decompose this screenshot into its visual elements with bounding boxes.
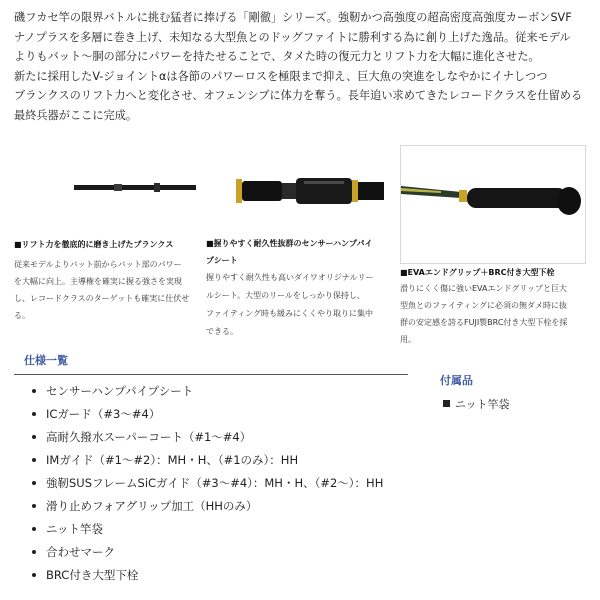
feature-line: ファイティング時も緩みにくくやり取りに集中: [206, 309, 374, 318]
feature-line: し、レコードクラスのターゲットも確実に仕伏せる。: [14, 294, 190, 320]
bullet-icon: [32, 573, 36, 577]
feature-line: できる。: [206, 327, 238, 336]
spec-item-label: 高耐久撥水スーパーコート（#1〜#4）: [46, 430, 252, 444]
bullet-icon: [32, 504, 36, 508]
blanks-photo: [14, 147, 196, 233]
bullet-icon: [32, 481, 36, 485]
intro-line: ナノプラスを多層に巻き上げ、未知なる大型魚とのドッグファイトに勝利する為に創り上げた逸品。従来モデル: [14, 30, 571, 44]
reel-seat-photo: [234, 145, 384, 234]
intro-line: 最終兵器がここに完成。: [14, 108, 138, 122]
spec-item-label: BRC付き大型下栓: [46, 568, 139, 582]
feature-description: [206, 269, 391, 341]
spec-item-label: 合わせマーク: [46, 545, 115, 559]
specs-divider: [14, 374, 408, 375]
feature-description: [14, 256, 199, 324]
spec-item: [28, 403, 383, 426]
bullet-icon: [32, 389, 36, 393]
spec-item: [28, 380, 383, 403]
spec-item: [28, 495, 383, 518]
bullet-icon: [32, 412, 36, 416]
accessory-item-label: ニット竿袋: [455, 398, 510, 411]
end-grip-photo: [400, 145, 586, 264]
spec-item-label: 強靭SUSフレームSiCガイド（#3〜#4）：MH・H、（#2〜）：HH: [46, 476, 384, 490]
spec-item-label: IMガイド（#1〜#2）：MH・H、（#1のみ）：HH: [46, 453, 299, 467]
feature-line: 型魚とのファイティングに必須の無ダメ時に抜: [400, 301, 568, 310]
feature-description: [400, 280, 590, 348]
bullet-icon: [32, 435, 36, 439]
feature-line: ルシート。大型のリールをしっかり保持し、: [206, 291, 365, 300]
spec-item-label: ICガード（#3〜#4）: [46, 407, 161, 421]
feature-line: 用。: [400, 335, 416, 344]
spec-item-label: ニット竿袋: [46, 522, 104, 536]
spec-item: [28, 449, 383, 472]
feature-title: [206, 238, 391, 267]
feature-title: ■リフト力を徹底的に磨き上げたブランクス: [14, 240, 174, 249]
intro-line: 新たに採用したV-ジョイントαは各節のパワーロスを極限まで抑え、巨大魚の突進をしなやかにイナしつつ: [14, 69, 548, 83]
accessories-heading: 付属品: [440, 374, 473, 387]
feature-title-line: ■握りやすく耐久性抜群のセンサーハンプパイ: [206, 239, 373, 248]
feature-title-line: プシート: [206, 256, 238, 265]
spec-item: [28, 426, 383, 449]
spec-item: [28, 564, 383, 587]
feature-line: を大幅に向上。主導権を確実に握る強さを実現: [14, 277, 182, 286]
spec-item-label: 滑り止めフォアグリップ加工（HHのみ）: [46, 499, 258, 513]
bullet-icon: [32, 550, 36, 554]
intro-line: ブランクスのリフト力へと変化させ、オフェンシブに体力を奪う。長年追い求めてきたレコードクラスを仕留める: [14, 89, 583, 102]
end-grip-image: [401, 146, 585, 263]
accessory-item: [443, 396, 510, 412]
feature-line: 群の安定感を誇るFUJI製BRC付き大型下栓を採: [400, 318, 568, 327]
square-bullet-icon: [443, 400, 450, 407]
reel-seat-image: [234, 145, 384, 234]
specs-heading: 仕様一覧: [24, 354, 68, 367]
spec-item: [28, 472, 383, 495]
rod-blank-image: [14, 147, 196, 233]
specs-list: [28, 380, 383, 587]
feature-title: ■EVAエンドグリップ＋BRC付き大型下栓: [400, 268, 555, 277]
feature-line: 従来モデルよりバット前からバット部のパワー: [14, 260, 182, 269]
feature-line: 滑りにくく傷に強いEVAエンドグリップと巨大: [400, 284, 568, 293]
intro-line: よりもバット〜胴の部分にパワーを持たせることで、タメた時の復元力とリフト力を大幅に進化させた。: [14, 50, 540, 63]
intro-line: 磯フカセ竿の限界バトルに挑む猛者に捧げる「剛徹」シリーズ。強靭かつ高強度の超高密度高強度カーボンSVF: [14, 11, 572, 24]
feature-line: 握りやすく耐久性も高いダイワオリジナルリー: [206, 273, 374, 282]
intro-paragraph: [14, 8, 590, 125]
spec-item-label: センサーハンプパイプシート: [46, 384, 194, 398]
bullet-icon: [32, 458, 36, 462]
bullet-icon: [32, 527, 36, 531]
spec-item: [28, 541, 383, 564]
spec-item: [28, 518, 383, 541]
